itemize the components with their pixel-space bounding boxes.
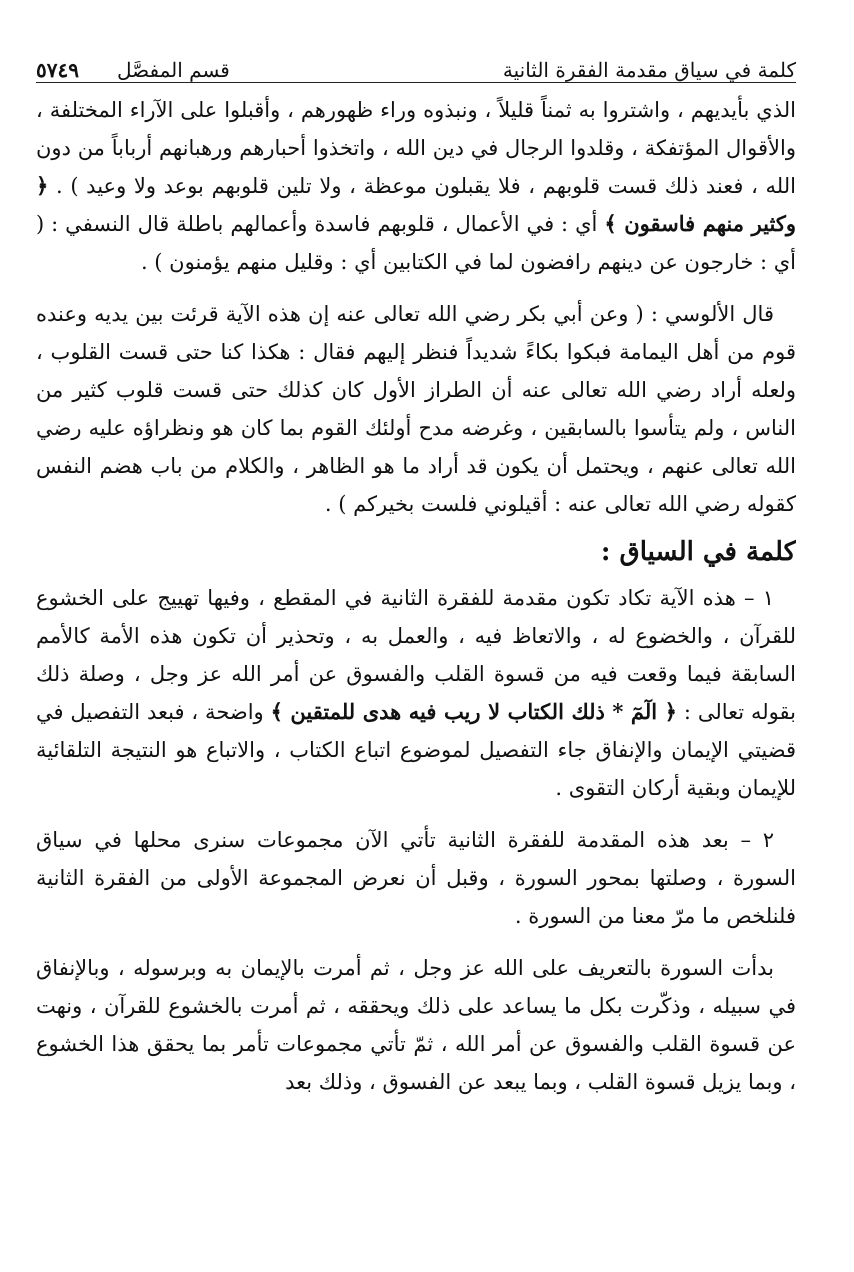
quran-open-bracket: ﴿: [36, 173, 49, 198]
quran-close-bracket: ﴾: [270, 699, 283, 724]
section-title: قسم المفصَّل: [116, 58, 230, 82]
header-right: [503, 58, 796, 82]
header-left: [36, 58, 230, 82]
book-page: [36, 48, 796, 1238]
paragraph-text: واضحة ، فبعد التفصيل في قضيتي الإيمان والإنفاق جاء التفصيل لموضوع اتباع الكتاب ، والاتباع هو النتيجة التلقائية للإيمان وبقية أركان التقوى .: [36, 700, 796, 800]
chapter-title: كلمة في سياق مقدمة الفقرة الثانية: [502, 58, 796, 82]
quran-open-bracket: ﴿: [664, 699, 677, 724]
context-point-2: ٢ – بعد هذه المقدمة للفقرة الثانية تأتي الآن مجموعات سنرى محلها في سياق السورة ، وصلتها بمحور السورة ، وقبل أن نعرض المجموعة الأولى من الفقرة الثانية فلنلخص ما مرّ معنا من السورة .: [36, 828, 796, 928]
paragraph-text: ١ – هذه الآية تكاد تكون مقدمة للفقرة الثانية في المقطع ، وفيها تهييج على الخشوع للقرآن ، والخضوع له ، والاتعاظ فيه ، والعمل به ، وتحذير أن تكون هذه الأمة كالأمم السابقة فيما وقعت فيه من قسوة القلب والفسوق عن أمر الله عز وجل ، وصلة ذلك بقوله تعالى :: [36, 586, 796, 724]
quran-verse: وكثير منهم فاسقون: [616, 211, 796, 236]
context-point-1: [36, 579, 796, 807]
quran-verse: الٓمٓ * ذلك الكتاب لا ريب فيه هدى للمتقين: [282, 699, 665, 724]
alusi-quote-paragraph: قال الألوسي : ( وعن أبي بكر رضي الله تعالى عنه إن هذه الآية قرئت بين يديه وعنده قوم من أهل اليمامة فبكوا بكاءً شديداً فنظر إليهم فقال : هكذا كنا حتى قست القلوب ، ولعله أراد رضي الله تعالى عنه أن الطراز الأول كان كذلك حتى قست قلوب كثير من الناس ، ولم يتأسوا بالسابقين ، وغرضه مدح أولئك القوم بما كان هو ونظراؤه عليه رضي الله تعالى عنهم ، ويحتمل أن يكون قد أراد ما هو الظاهر ، والكلام من باب هضم النفس كقوله رضي الله تعالى عنه : أقيلوني فلست بخيركم ) .: [36, 302, 796, 516]
paragraph-continuation: [36, 91, 796, 281]
section-heading: كلمة في السياق :: [600, 537, 796, 567]
summary-paragraph: بدأت السورة بالتعريف على الله عز وجل ، ثم أمرت بالإيمان به وبرسوله ، وبالإنفاق في سبيله ، وذكّرت بكل ما يساعد على ذلك ويحققه ، ثم أمرت بالخشوع للقرآن ، ونهت عن قسوة القلب والفسوق عن أمر الله ، ثمّ تأتي مجموعات تأمر بما يحقق هذا الخشوع ، وبما يزيل قسوة القلب ، وبما يبعد عن الفسوق ، وذلك بعد: [36, 956, 796, 1094]
quran-close-bracket: ﴾: [604, 211, 617, 236]
paragraph-text: أي : في الأعمال ، قلوبهم فاسدة وأعمالهم باطلة قال النسفي : ( أي : خارجون عن دينهم رافضون لما في الكتابين أي : وقليل منهم يؤمنون ) .: [36, 212, 796, 274]
page-number: ٥٧٤٩: [36, 58, 79, 82]
running-header: [36, 48, 796, 83]
paragraph-text: الذي بأيديهم ، واشتروا به ثمناً قليلاً ، ونبذوه وراء ظهورهم ، وأقبلوا على الآراء المختلفة ، والأقوال المؤتفكة ، وقلدوا الرجال في دين الله ، واتخذوا أحبارهم ورهبانهم أرباباً من دون الله ، فعند ذلك قست قلوبهم ، فلا يقبلون موعظة ، ولا تلين قلوبهم بوعد ولا وعيد ) .: [36, 98, 796, 198]
